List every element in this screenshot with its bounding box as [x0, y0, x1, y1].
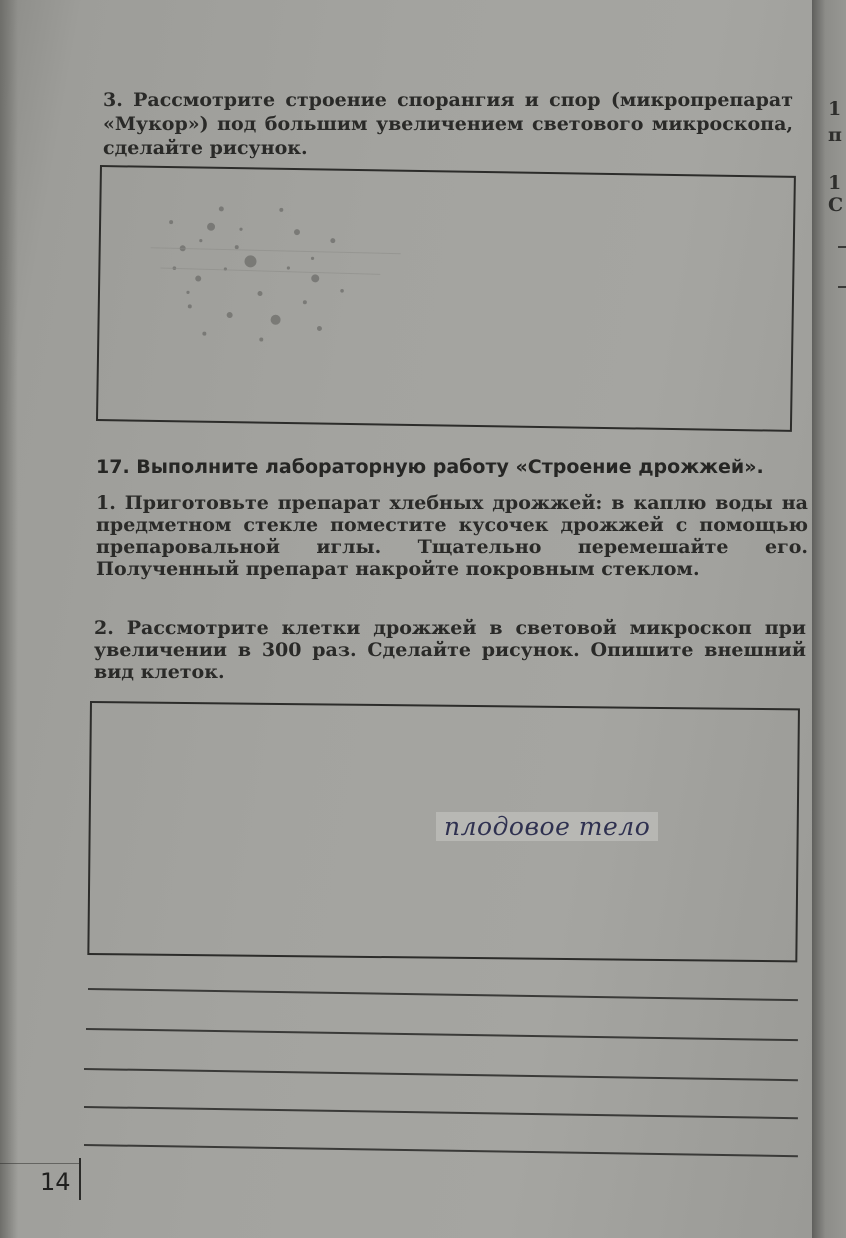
pencil-dots-drawing: [98, 167, 794, 430]
page-number-rule: [0, 1163, 80, 1164]
adjacent-page-text: п: [828, 124, 842, 146]
task-17-step-2: 2. Рассмотрите клетки дрожжей в световой микроскоп при увеличении в 300 раз. Сделайте рисунок. Опишите внешний вид клеток.: [94, 617, 806, 683]
adjacent-page-edge: [812, 0, 846, 1238]
answer-line: [88, 988, 798, 1001]
page-number-divider: [79, 1158, 81, 1200]
adjacent-page-dash: [838, 246, 846, 248]
adjacent-page-text: 1: [828, 172, 842, 194]
adjacent-page-text: 1: [828, 98, 842, 120]
page-number: 14: [40, 1168, 71, 1196]
answer-line: [84, 1144, 798, 1157]
task-17-step-1: 1. Приготовьте препарат хлебных дрожжей: в каплю воды на предметном стекле поместите кусочек дрожжей с помощью препаровальной иглы. Тщательно перемешайте его. Полученный препарат накройте покровным стеклом.: [96, 492, 808, 580]
answer-line: [84, 1068, 798, 1081]
answer-line: [86, 1028, 798, 1041]
drawing-box-sporangium: [96, 165, 796, 432]
binding-shadow: [0, 0, 18, 1238]
task-17-title: 17. Выполните лабораторную работу «Строение дрожжей».: [96, 456, 764, 478]
adjacent-page-dash: [838, 286, 846, 288]
adjacent-page-text: С: [828, 194, 844, 216]
handwritten-label: плодовое тело: [436, 812, 658, 841]
answer-line: [84, 1106, 798, 1119]
task-3-text: 3. Рассмотрите строение спорангия и спор (микропрепарат «Мукор») под большим увеличением светового микроскопа, сделайте рисунок.: [103, 89, 793, 159]
